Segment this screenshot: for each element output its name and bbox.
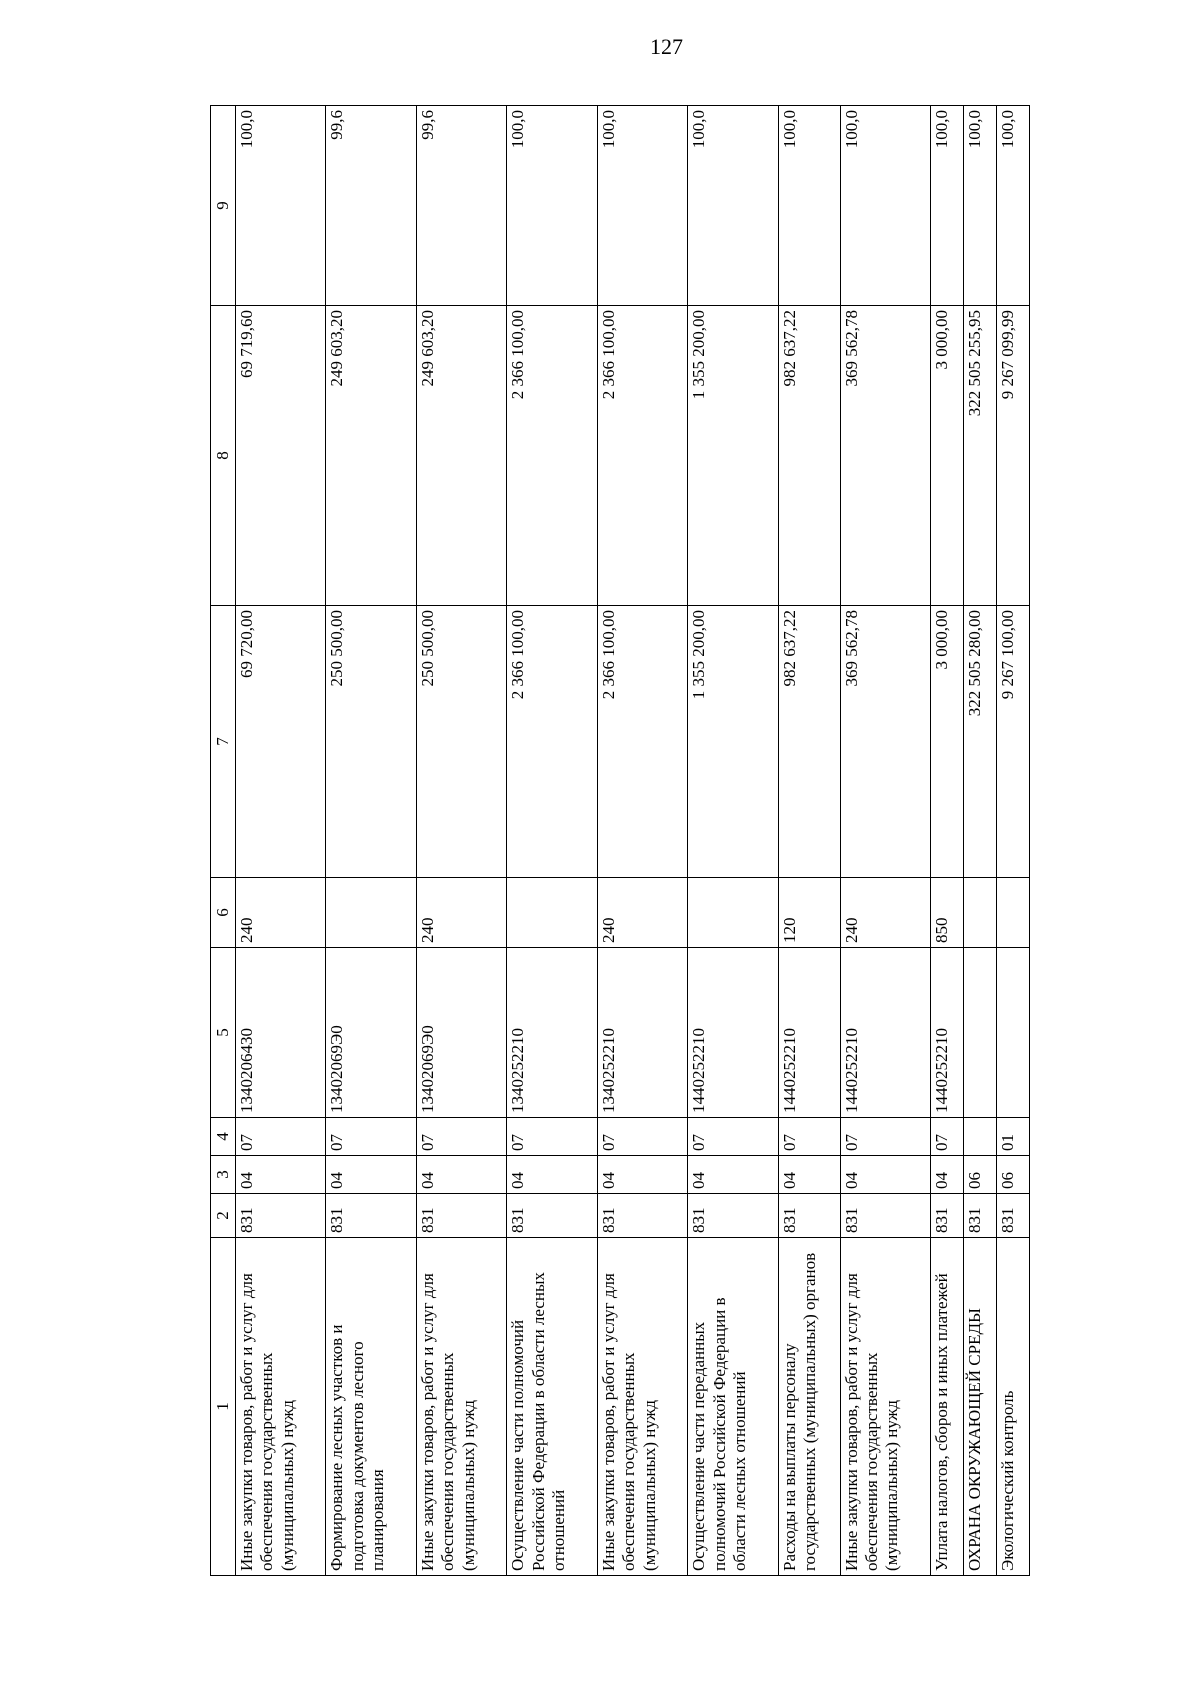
percent-cell: 100,0 (996, 106, 1029, 306)
plan-amount-cell: 250 500,00 (416, 606, 506, 878)
actual-amount-cell: 2 366 100,00 (597, 306, 687, 606)
table-row (840, 106, 930, 1576)
grbs-cell: 831 (688, 1194, 778, 1238)
actual-amount-cell: 322 505 255,95 (963, 306, 996, 606)
percent-cell: 99,6 (416, 106, 506, 306)
grbs-cell: 831 (326, 1194, 416, 1238)
section-cell: 04 (326, 1156, 416, 1194)
plan-amount-cell: 69 720,00 (236, 606, 326, 878)
column-header: 9 (211, 106, 236, 306)
description-cell: Осуществление части полномочий Российской Федерации в области лесных отношений (507, 1238, 597, 1576)
actual-amount-cell: 2 366 100,00 (507, 306, 597, 606)
plan-amount-cell: 1 355 200,00 (688, 606, 778, 878)
column-header: 6 (211, 878, 236, 948)
section-cell: 04 (236, 1156, 326, 1194)
grbs-cell: 831 (236, 1194, 326, 1238)
grbs-cell: 831 (416, 1194, 506, 1238)
section-cell: 04 (416, 1156, 506, 1194)
plan-amount-cell: 2 366 100,00 (507, 606, 597, 878)
grbs-cell: 831 (507, 1194, 597, 1238)
column-header: 2 (211, 1194, 236, 1238)
target-article-cell: 1340252210 (507, 948, 597, 1118)
table-body (236, 106, 1030, 1576)
subsection-cell (963, 1118, 996, 1156)
table-row (236, 106, 326, 1576)
percent-cell: 100,0 (507, 106, 597, 306)
subsection-cell: 07 (416, 1118, 506, 1156)
grbs-cell: 831 (996, 1194, 1029, 1238)
target-article-cell: 1340252210 (597, 948, 687, 1118)
description-cell: Расходы на выплаты персоналу государственных (муниципальных) органов (778, 1238, 840, 1576)
description-cell: Иные закупки товаров, работ и услуг для обеспечения государственных (муниципальных) нужд (236, 1238, 326, 1576)
percent-cell: 100,0 (597, 106, 687, 306)
section-cell: 04 (597, 1156, 687, 1194)
column-header: 7 (211, 606, 236, 878)
expense-type-cell (963, 878, 996, 948)
actual-amount-cell: 249 603,20 (416, 306, 506, 606)
table-row (996, 106, 1029, 1576)
table-row (963, 106, 996, 1576)
plan-amount-cell: 250 500,00 (326, 606, 416, 878)
description-cell: Иные закупки товаров, работ и услуг для обеспечения государственных (муниципальных) нужд (416, 1238, 506, 1576)
percent-cell: 100,0 (236, 106, 326, 306)
expense-type-cell (507, 878, 597, 948)
target-article-cell: 1440252210 (840, 948, 930, 1118)
target-article-cell: 13402069Э0 (326, 948, 416, 1118)
page-number: 127 (650, 34, 683, 59)
target-article-cell: 1440252210 (778, 948, 840, 1118)
actual-amount-cell: 982 637,22 (778, 306, 840, 606)
subsection-cell: 07 (778, 1118, 840, 1156)
expense-type-cell: 240 (236, 878, 326, 948)
plan-amount-cell: 322 505 280,00 (963, 606, 996, 878)
grbs-cell: 831 (778, 1194, 840, 1238)
actual-amount-cell: 3 000,00 (931, 306, 964, 606)
section-cell: 06 (963, 1156, 996, 1194)
section-cell: 04 (688, 1156, 778, 1194)
percent-cell: 100,0 (778, 106, 840, 306)
target-article-cell: 1440252210 (931, 948, 964, 1118)
grbs-cell: 831 (840, 1194, 930, 1238)
expense-type-cell: 240 (597, 878, 687, 948)
rotated-table-container (210, 106, 1030, 1576)
grbs-cell: 831 (597, 1194, 687, 1238)
table-row (416, 106, 506, 1576)
plan-amount-cell: 369 562,78 (840, 606, 930, 878)
section-cell: 04 (840, 1156, 930, 1194)
column-header: 5 (211, 948, 236, 1118)
column-header: 1 (211, 1238, 236, 1576)
expense-type-cell: 240 (416, 878, 506, 948)
column-header: 4 (211, 1118, 236, 1156)
description-cell: Экологический контроль (996, 1238, 1029, 1576)
section-cell: 06 (996, 1156, 1029, 1194)
section-cell: 04 (778, 1156, 840, 1194)
subsection-cell: 07 (236, 1118, 326, 1156)
description-cell: Формирование лесных участков и подготовка документов лесного планирования (326, 1238, 416, 1576)
column-header: 3 (211, 1156, 236, 1194)
table-row (931, 106, 964, 1576)
description-cell: ОХРАНА ОКРУЖАЮЩЕЙ СРЕДЫ (963, 1238, 996, 1576)
percent-cell: 100,0 (840, 106, 930, 306)
subsection-cell: 07 (326, 1118, 416, 1156)
table-row (507, 106, 597, 1576)
target-article-cell: 1340206430 (236, 948, 326, 1118)
expense-type-cell: 240 (840, 878, 930, 948)
expense-type-cell (996, 878, 1029, 948)
grbs-cell: 831 (931, 1194, 964, 1238)
description-cell: Уплата налогов, сборов и иных платежей (931, 1238, 964, 1576)
plan-amount-cell: 9 267 100,00 (996, 606, 1029, 878)
percent-cell: 100,0 (963, 106, 996, 306)
table-header-row (211, 106, 236, 1576)
target-article-cell (963, 948, 996, 1118)
section-cell: 04 (931, 1156, 964, 1194)
target-article-cell (996, 948, 1029, 1118)
percent-cell: 100,0 (931, 106, 964, 306)
table-row (778, 106, 840, 1576)
expense-type-cell: 120 (778, 878, 840, 948)
table-row (597, 106, 687, 1576)
plan-amount-cell: 3 000,00 (931, 606, 964, 878)
table-row (326, 106, 416, 1576)
subsection-cell: 07 (688, 1118, 778, 1156)
table-row (688, 106, 778, 1576)
actual-amount-cell: 1 355 200,00 (688, 306, 778, 606)
percent-cell: 99,6 (326, 106, 416, 306)
expense-type-cell: 850 (931, 878, 964, 948)
subsection-cell: 07 (840, 1118, 930, 1156)
actual-amount-cell: 69 719,60 (236, 306, 326, 606)
expense-type-cell (688, 878, 778, 948)
subsection-cell: 07 (931, 1118, 964, 1156)
plan-amount-cell: 982 637,22 (778, 606, 840, 878)
target-article-cell: 1440252210 (688, 948, 778, 1118)
actual-amount-cell: 249 603,20 (326, 306, 416, 606)
subsection-cell: 07 (507, 1118, 597, 1156)
actual-amount-cell: 9 267 099,99 (996, 306, 1029, 606)
percent-cell: 100,0 (688, 106, 778, 306)
actual-amount-cell: 369 562,78 (840, 306, 930, 606)
description-cell: Осуществление части переданных полномочий Российской Федерации в области лесных отношений (688, 1238, 778, 1576)
subsection-cell: 07 (597, 1118, 687, 1156)
column-header: 8 (211, 306, 236, 606)
target-article-cell: 13402069Э0 (416, 948, 506, 1118)
section-cell: 04 (507, 1156, 597, 1194)
grbs-cell: 831 (963, 1194, 996, 1238)
expense-type-cell (326, 878, 416, 948)
budget-table (210, 105, 1030, 1576)
description-cell: Иные закупки товаров, работ и услуг для обеспечения государственных (муниципальных) нужд (840, 1238, 930, 1576)
description-cell: Иные закупки товаров, работ и услуг для обеспечения государственных (муниципальных) нужд (597, 1238, 687, 1576)
subsection-cell: 01 (996, 1118, 1029, 1156)
plan-amount-cell: 2 366 100,00 (597, 606, 687, 878)
